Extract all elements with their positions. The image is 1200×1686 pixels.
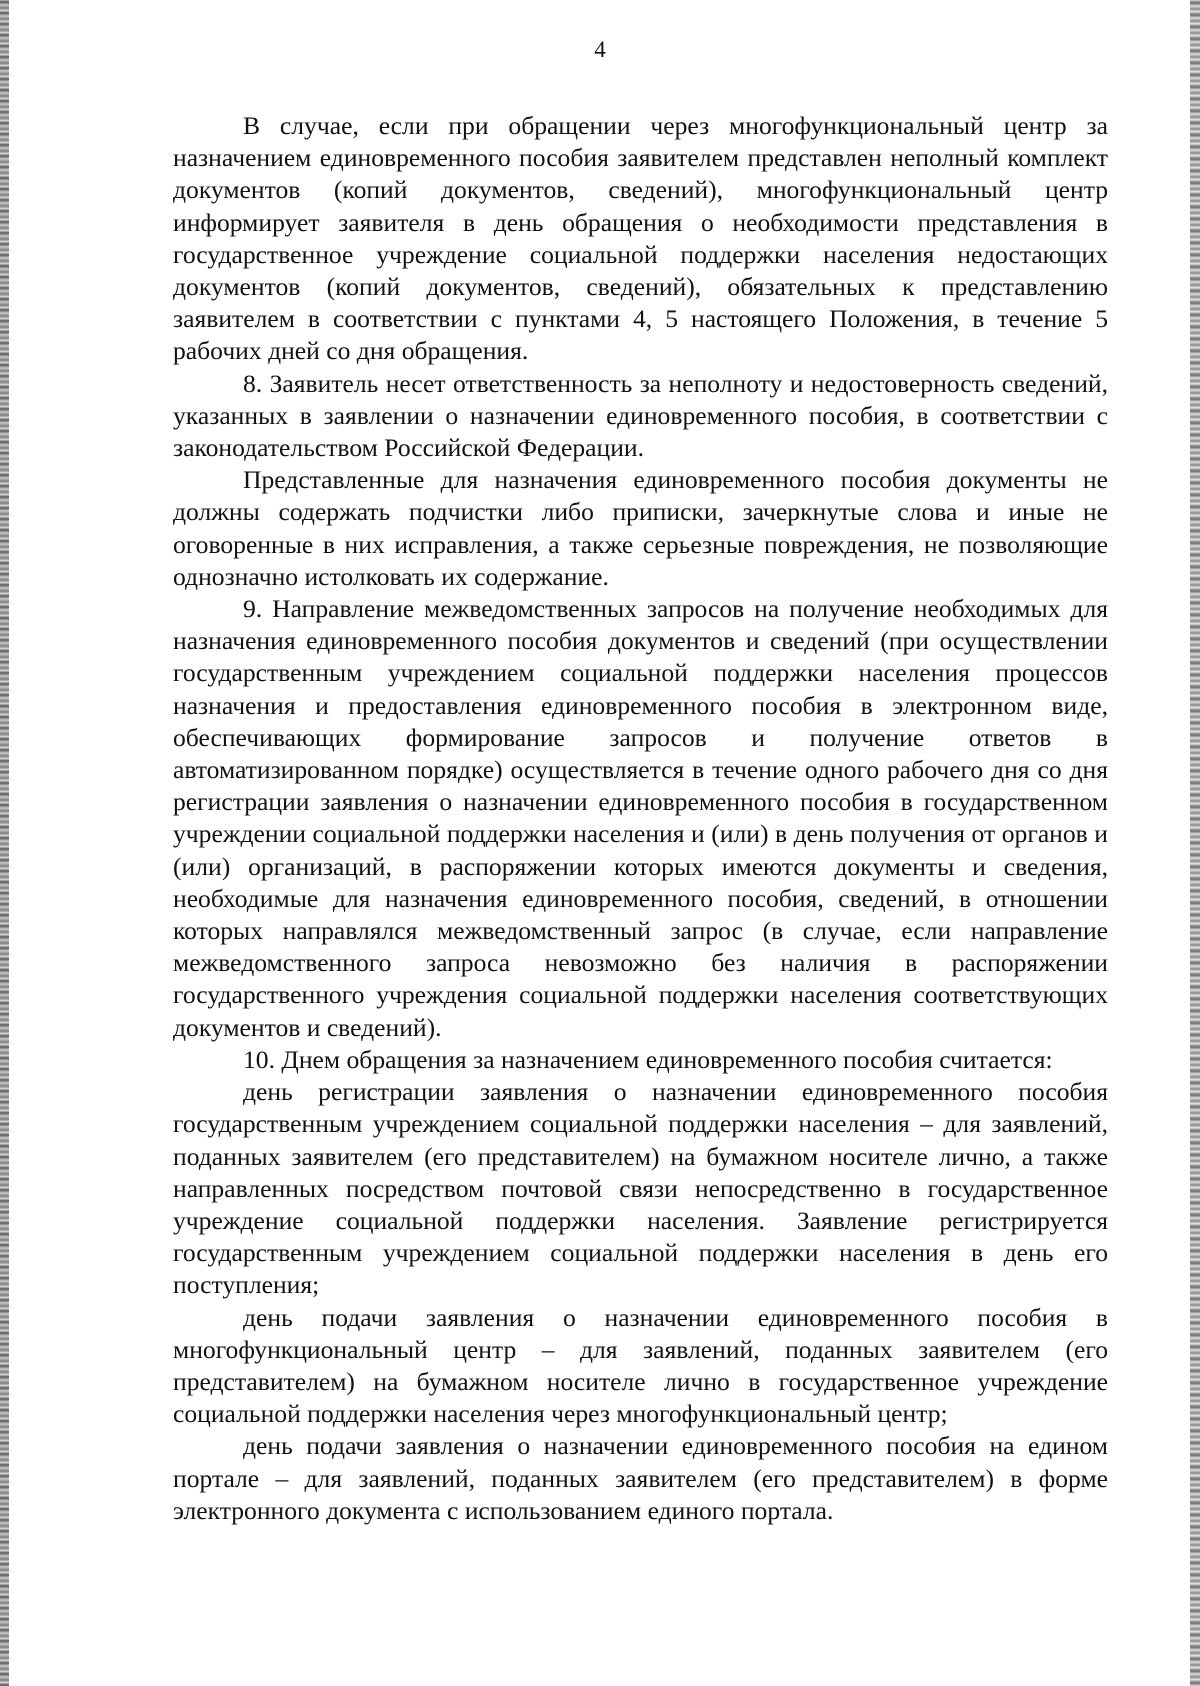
paragraph-portal-submission-day: день подачи заявления о назначении единовременного пособия на едином портале – для заявлений, поданных заявителем (его представителем) в форме электронного документа с использованием единого портала.	[173, 1431, 1108, 1525]
paragraph-mfc-submission-day: день подачи заявления о назначении единовременного пособия в многофункциональный центр – для заявлений, поданных заявителем (его представителем) на бумажном носителе лично в государственное учреждение социальной поддержки населения через многофункциональный центр;	[173, 1302, 1108, 1429]
scan-edge-left	[0, 0, 9, 1686]
page-number: 4	[594, 37, 606, 62]
paragraph-registration-day: день регистрации заявления о назначении единовременного пособия государственным учреждением социальной поддержки населения – для заявлений, поданных заявителем (его представителем) на бумажном носителе лично, а также направленных посредством почтовой связи непосредственно в государственное учреждение социальной поддержки населения. Заявление регистрируется государственным учреждением социальной поддержки населения в день его поступления;	[173, 1077, 1108, 1300]
scan-edge-right	[1190, 0, 1200, 1686]
paragraph-mfc-incomplete-documents: В случае, если при обращении через многофункциональный центр за назначением единовременного пособия заявителем представлен неполный комплект документов (копий документов, сведений), многофункциональный центр информирует заявителя в день обращения о необходимости представления в государственное учреждение социальной поддержки населения недостающих документов (копий документов, сведений), обязательных к представлению заявителем в соответствии с пунктами 4, 5 настоящего Положения, в течение 5 рабочих дней со дня обращения.	[173, 111, 1108, 366]
document-body	[173, 110, 1108, 1527]
paragraph-document-requirements: Представленные для назначения единовременного пособия документы не должны содержать подчистки либо приписки, зачеркнутые слова и иные не оговоренные в них исправления, а также серьезные повреждения, не позволяющие однозначно истолковать их содержание.	[173, 465, 1108, 591]
paragraph-10-application-date: 10. Днем обращения за назначением единовременного пособия считается:	[243, 1044, 1053, 1074]
paragraph-9-interdepartmental-requests: 9. Направление межведомственных запросов на получение необходимых для назначения единовременного пособия документов и сведений (при осуществлении государственным учреждением социальной поддержки населения процессов назначения и предоставления единовременного пособия в электронном виде, обеспечивающих формирование запросов и получение ответов в автоматизированном порядке) осуществляется в течение одного рабочего дня со дня регистрации заявления о назначении единовременного пособия в государственном учреждении социальной поддержки населения и (или) в день получения от органов и (или) организаций, в распоряжении которых имеются документы и сведения, необходимые для назначения единовременного пособия, сведений, в отношении которых направлялся межведомственный запрос (в случае, если направление межведомственного запроса невозможно без наличия в распоряжении государственного учреждения социальной поддержки населения соответствующих документов и сведений).	[173, 594, 1108, 1042]
paragraph-8-applicant-responsibility: 8. Заявитель несет ответственность за неполноту и недостоверность сведений, указанных в заявлении о назначении единовременного пособия, в соответствии с законодательством Российской Федерации.	[173, 368, 1108, 463]
